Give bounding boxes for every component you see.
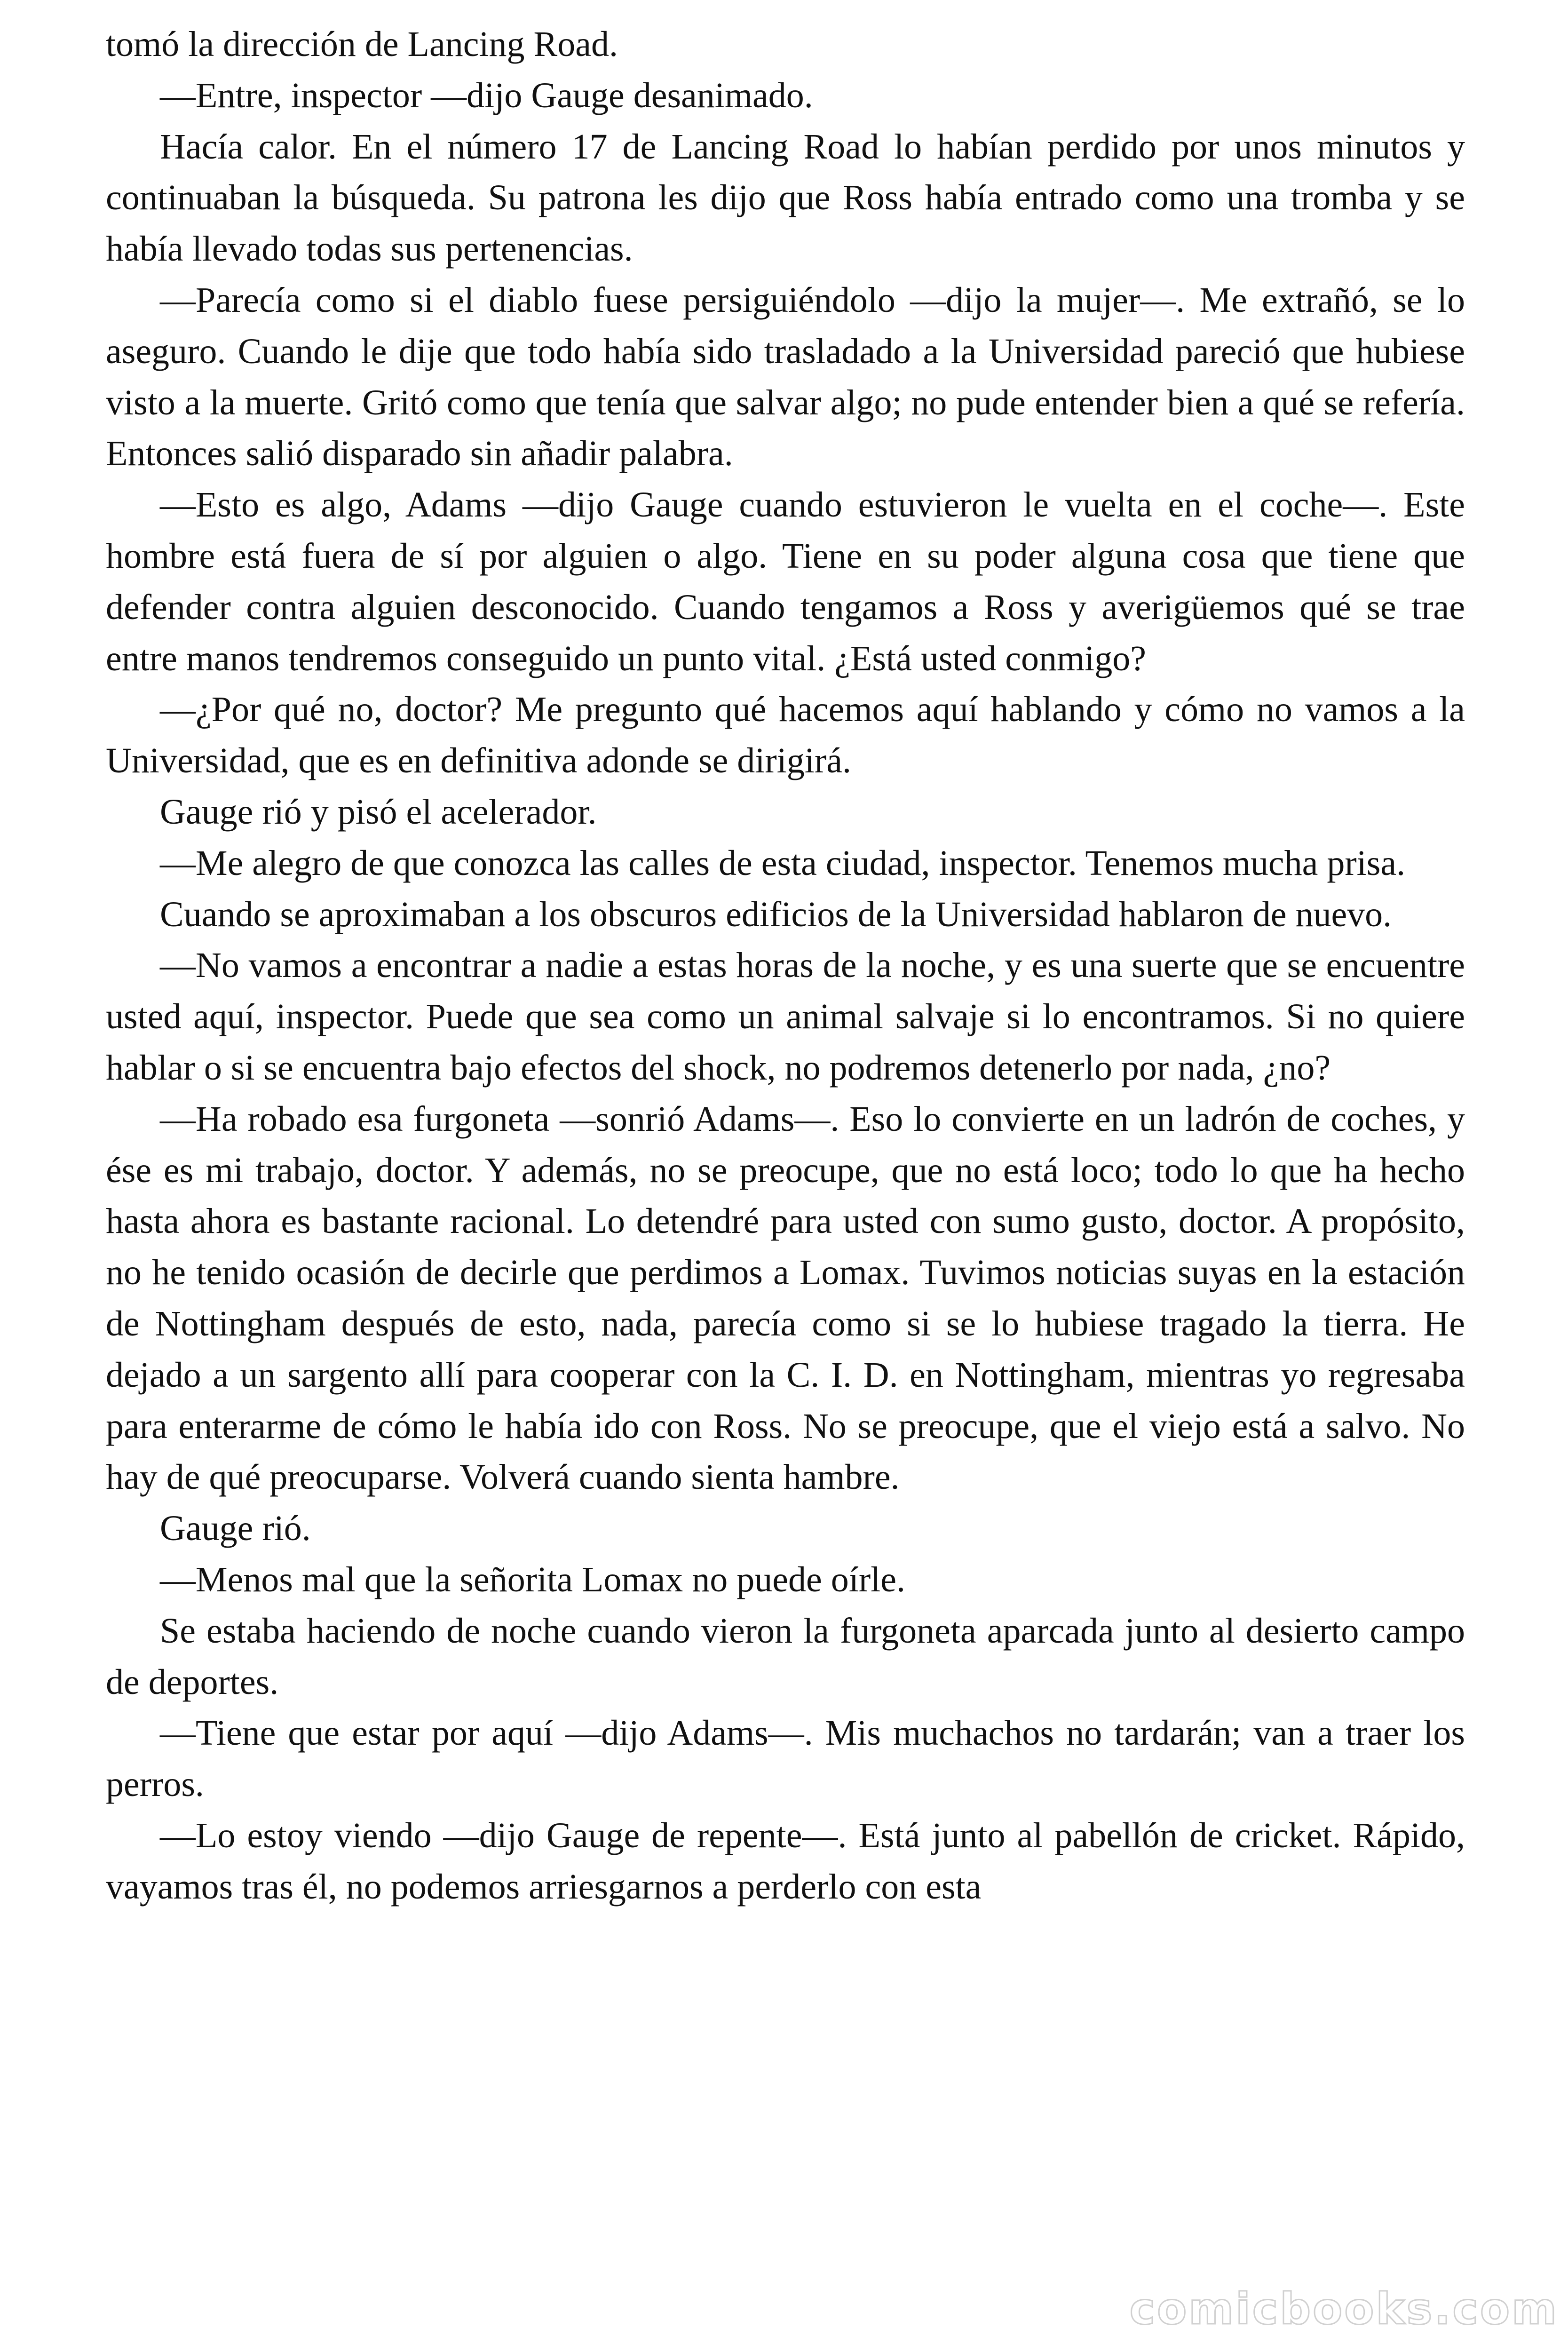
paragraph-14: Se estaba haciendo de noche cuando vieron la furgoneta aparcada junto al desierto campo de deportes. — [106, 1611, 1465, 1702]
paragraph-13: —Menos mal que la señorita Lomax no puede oírle. — [160, 1559, 906, 1599]
text-column — [106, 19, 1465, 1912]
paragraph-10: —No vamos a encontrar a nadie a estas horas de la noche, y es una suerte que se encuentre usted aquí, inspector. Puede que sea como un animal salvaje si lo encontramos. Si no quiere hablar o si se encuentra bajo efectos del shock, no podremos detenerlo por nada, ¿no? — [106, 946, 1465, 1088]
paragraph-11: —Ha robado esa furgoneta —sonrió Adams—. Eso lo convierte en un ladrón de coches, y ése es mi trabajo, doctor. Y además, no se preocupe, que no está loco; todo lo que ha hecho hasta ahora es bastante racional. Lo detendré para usted con sumo gusto, doctor. A propósito, no he tenido ocasión de decirle que perdimos a Lomax. Tuvimos noticias suyas en la estación de Nottingham después de esto, nada, parecía como si se lo hubiese tragado la tierra. He dejado a un sargento allí para cooperar con la C. I. D. en Nottingham, mientras yo regresaba para enterarme de cómo le había ido con Ross. No se preocupe, que el viejo está a salvo. No hay de qué preocuparse. Volverá cuando sienta hambre. — [106, 1099, 1465, 1497]
paragraph-4: —Parecía como si el diablo fuese persiguiéndolo —dijo la mujer—. Me extrañó, se lo aseguro. Cuando le dije que todo había sido trasladado a la Universidad pareció que hubiese visto a la muerte. Gritó como que tenía que salvar algo; no pude entender bien a qué se refería. Entonces salió disparado sin añadir palabra. — [106, 280, 1465, 474]
paragraph-7: Gauge rió y pisó el acelerador. — [160, 792, 597, 832]
paragraph-12: Gauge rió. — [160, 1509, 311, 1549]
paragraph-5: —Esto es algo, Adams —dijo Gauge cuando estuvieron le vuelta en el coche—. Este hombre está fuera de sí por alguien o algo. Tiene en su poder alguna cosa que tiene que defender contra alguien desconocido. Cuando tengamos a Ross y averigüemos qué se trae entre manos tendremos conseguido un punto vital. ¿Está usted conmigo? — [106, 485, 1465, 678]
paragraph-8: —Me alegro de que conozca las calles de esta ciudad, inspector. Tenemos mucha prisa. — [160, 843, 1406, 883]
paragraph-1: tomó la dirección de Lancing Road. — [106, 24, 618, 64]
paragraph-6: —¿Por qué no, doctor? Me pregunto qué hacemos aquí hablando y cómo no vamos a la Universidad, que es en definitiva adonde se dirigirá. — [106, 690, 1465, 781]
paragraph-3: Hacía calor. En el número 17 de Lancing Road lo habían perdido por unos minutos y continuaban la búsqueda. Su patrona les dijo que Ross había entrado como una tromba y se había llevado todas sus pertenencias. — [106, 127, 1465, 269]
paragraph-2: —Entre, inspector —dijo Gauge desanimado. — [160, 75, 813, 115]
paragraph-15: —Tiene que estar por aquí —dijo Adams—. Mis muchachos no tardarán; van a traer los perros. — [106, 1713, 1465, 1804]
paragraph-16: —Lo estoy viendo —dijo Gauge de repente—. Está junto al pabellón de cricket. Rápido, vayamos tras él, no podemos arriesgarnos a perderlo con esta — [106, 1815, 1465, 1907]
watermark-logo: comicbooks.com — [1129, 2284, 1559, 2334]
paragraph-9: Cuando se aproximaban a los obscuros edificios de la Universidad hablaron de nuevo. — [160, 894, 1392, 934]
